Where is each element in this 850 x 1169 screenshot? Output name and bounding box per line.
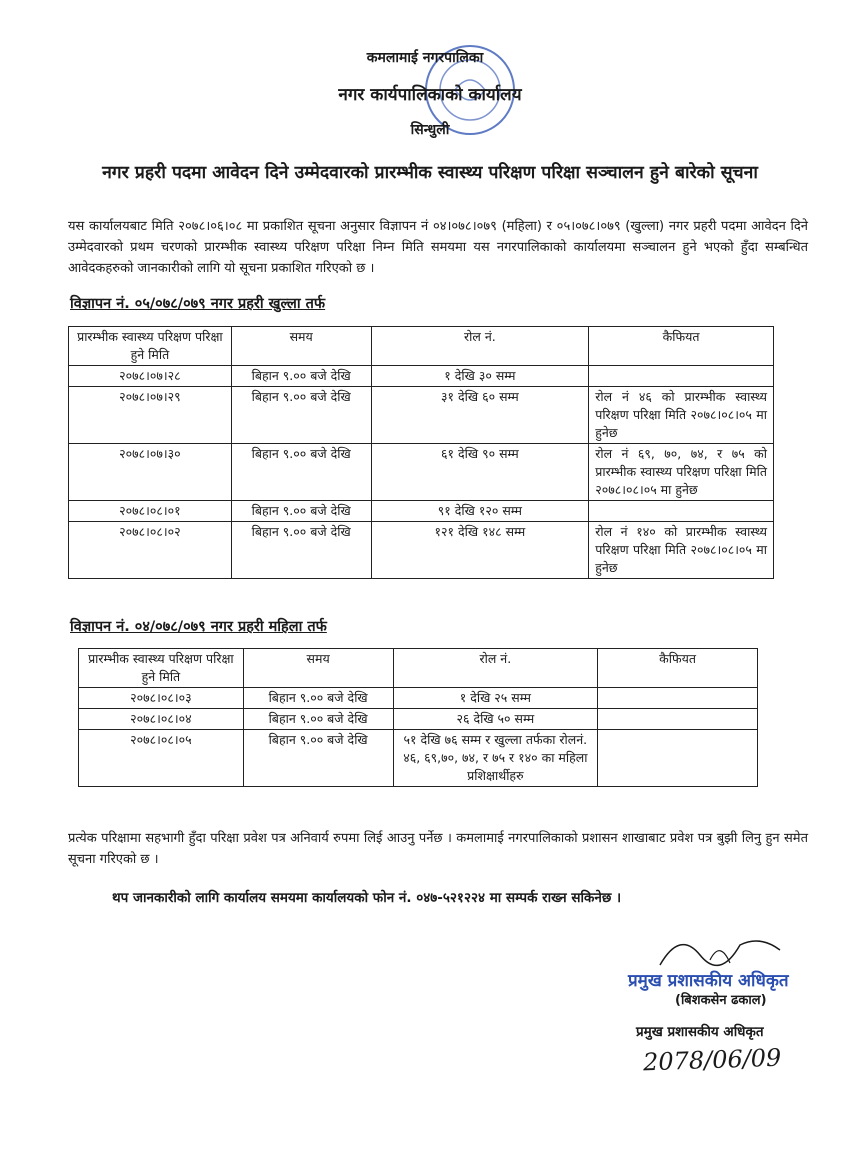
- cell-date: २०७८।०८।०२: [69, 522, 232, 579]
- cell-roll: २६ देखि ५० सम्म: [393, 709, 598, 730]
- table-row: [69, 387, 774, 444]
- col-roll: रोल नं.: [371, 327, 589, 366]
- cell-time: बिहान ९.०० बजे देखि: [231, 501, 371, 522]
- cell-remark: रोल नं ४६ को प्रारम्भीक स्वास्थ्य परिक्षण परिक्षा मिति २०७८।०८।०५ मा हुनेछ: [589, 387, 774, 444]
- instruction-paragraph: प्रत्येक परिक्षामा सहभागी हुँदा परिक्षा प्रवेश पत्र अनिवार्य रुपमा लिई आउनु पर्नेछ । कमलामाई नगरपालिकाको प्रशासन शाखाबाट प्रवेश पत्र बुझी लिनु हुन समेत सूचना गरिएको छ ।: [68, 831, 808, 867]
- cell-date: २०७८।०७।३०: [69, 444, 232, 501]
- table-row: [79, 709, 758, 730]
- section2-heading: विज्ञापन नं. ०४/०७८/०७९ नगर प्रहरी महिला तर्फ: [70, 619, 327, 635]
- cell-remark: [598, 709, 758, 730]
- office-name: नगर कार्यपालिकाको कार्यालय: [338, 85, 522, 105]
- table-row: [79, 730, 758, 787]
- cell-time: बिहान ९.०० बजे देखि: [243, 730, 393, 787]
- stamp-title: प्रमुख प्रशासकीय अधिकृत: [628, 971, 789, 991]
- col-time: समय: [243, 649, 393, 688]
- cell-time: बिहान ९.०० बजे देखि: [243, 688, 393, 709]
- cell-remark: [598, 688, 758, 709]
- cell-remark: [589, 366, 774, 387]
- table-row: [79, 688, 758, 709]
- table-header-row: [79, 649, 758, 688]
- table-header-row: [69, 327, 774, 366]
- col-remark: कैफियत: [589, 327, 774, 366]
- col-roll: रोल नं.: [393, 649, 598, 688]
- cell-roll: १ देखि ३० सम्म: [371, 366, 589, 387]
- col-date: प्रारम्भीक स्वास्थ्य परिक्षण परिक्षा हुने मिति: [79, 649, 244, 688]
- cell-remark: [598, 730, 758, 787]
- table-row: [69, 366, 774, 387]
- cell-remark: रोल नं १४० को प्रारम्भीक स्वास्थ्य परिक्षण परिक्षा मिति २०७८।०८।०५ मा हुनेछ: [589, 522, 774, 579]
- contact-line: थप जानकारीको लागि कार्यालय समयमा कार्यालयको फोन नं. ०४७-५२१२२४ मा सम्पर्क राख्न सकिनेछ ।: [112, 890, 622, 906]
- cell-date: २०७८।०८।०१: [69, 501, 232, 522]
- org-name: कमलामाई नगरपालिका: [366, 50, 484, 66]
- cell-remark: रोल नं ६९, ७०, ७४, र ७५ को प्रारम्भीक स्वास्थ्य परिक्षण परिक्षा मिति २०७८।०८।०५ मा हुनेछ: [589, 444, 774, 501]
- cell-roll: ५१ देखि ७६ सम्म र खुल्ला तर्फका रोलनं. ४६, ६९,७०, ७४, र ७५ र १४० का महिला प्रशिक्षार्थीहरु: [393, 730, 598, 787]
- cell-date: २०७८।०७।२८: [69, 366, 232, 387]
- notice-title: नगर प्रहरी पदमा आवेदन दिने उम्मेदवारको प्रारम्भीक स्वास्थ्य परिक्षण परिक्षा सञ्चालन हुने बारेको सूचना: [102, 163, 758, 183]
- cell-remark: [589, 501, 774, 522]
- table-row: [69, 444, 774, 501]
- section1-heading: विज्ञापन नं. ०५/०७८/०७९ नगर प्रहरी खुल्ला तर्फ: [70, 296, 326, 312]
- table-row: [69, 501, 774, 522]
- col-time: समय: [231, 327, 371, 366]
- cell-date: २०७८।०८।०३: [79, 688, 244, 709]
- cell-time: बिहान ९.०० बजे देखि: [231, 444, 371, 501]
- col-remark: कैफियत: [598, 649, 758, 688]
- cell-date: २०७८।०७।२९: [69, 387, 232, 444]
- intro-paragraph: यस कार्यालयबाट मिति २०७८।०६।०८ मा प्रकाशित सूचना अनुसार विज्ञापन नं ०४।०७८।०७९ (महिला) र ०५।०७८।०७९ (खुल्ला) नगर प्रहरी पदमा आवेदन दिने उम्मेदवारको प्रथम चरणको प्रारम्भीक स्वास्थ्य परिक्षण परिक्षा निम्न मिति समयमा यस नगरपालिकाको कार्यालयमा सञ्चालन हुने भएको हुँदा सम्बन्धित आवेदकहरुको जानकारीको लागि यो सूचना प्रकाशित गरिएको छ ।: [68, 219, 808, 276]
- district-name: सिन्धुली: [410, 122, 450, 138]
- signatory-designation: प्रमुख प्रशासकीय अधिकृत: [636, 1024, 764, 1040]
- cell-roll: ६१ देखि ९० सम्म: [371, 444, 589, 501]
- cell-time: बिहान ९.०० बजे देखि: [231, 366, 371, 387]
- cell-roll: १ देखि २५ सम्म: [393, 688, 598, 709]
- cell-time: बिहान ९.०० बजे देखि: [231, 522, 371, 579]
- female-schedule-table: [78, 648, 758, 787]
- col-date: प्रारम्भीक स्वास्थ्य परिक्षण परिक्षा हुने मिति: [69, 327, 232, 366]
- cell-roll: १२१ देखि १४८ सम्म: [371, 522, 589, 579]
- open-schedule-table: [68, 326, 774, 579]
- cell-time: बिहान ९.०० बजे देखि: [243, 709, 393, 730]
- signatory-name: (बिशकसेन ढकाल): [675, 993, 767, 1008]
- cell-time: बिहान ९.०० बजे देखि: [231, 387, 371, 444]
- cell-roll: ९१ देखि १२० सम्म: [371, 501, 589, 522]
- table-row: [69, 522, 774, 579]
- cell-date: २०७८।०८।०४: [79, 709, 244, 730]
- cell-date: २०७८।०८।०५: [79, 730, 244, 787]
- cell-roll: ३१ देखि ६० सम्म: [371, 387, 589, 444]
- handwritten-date: 2078/06/09: [642, 1043, 782, 1077]
